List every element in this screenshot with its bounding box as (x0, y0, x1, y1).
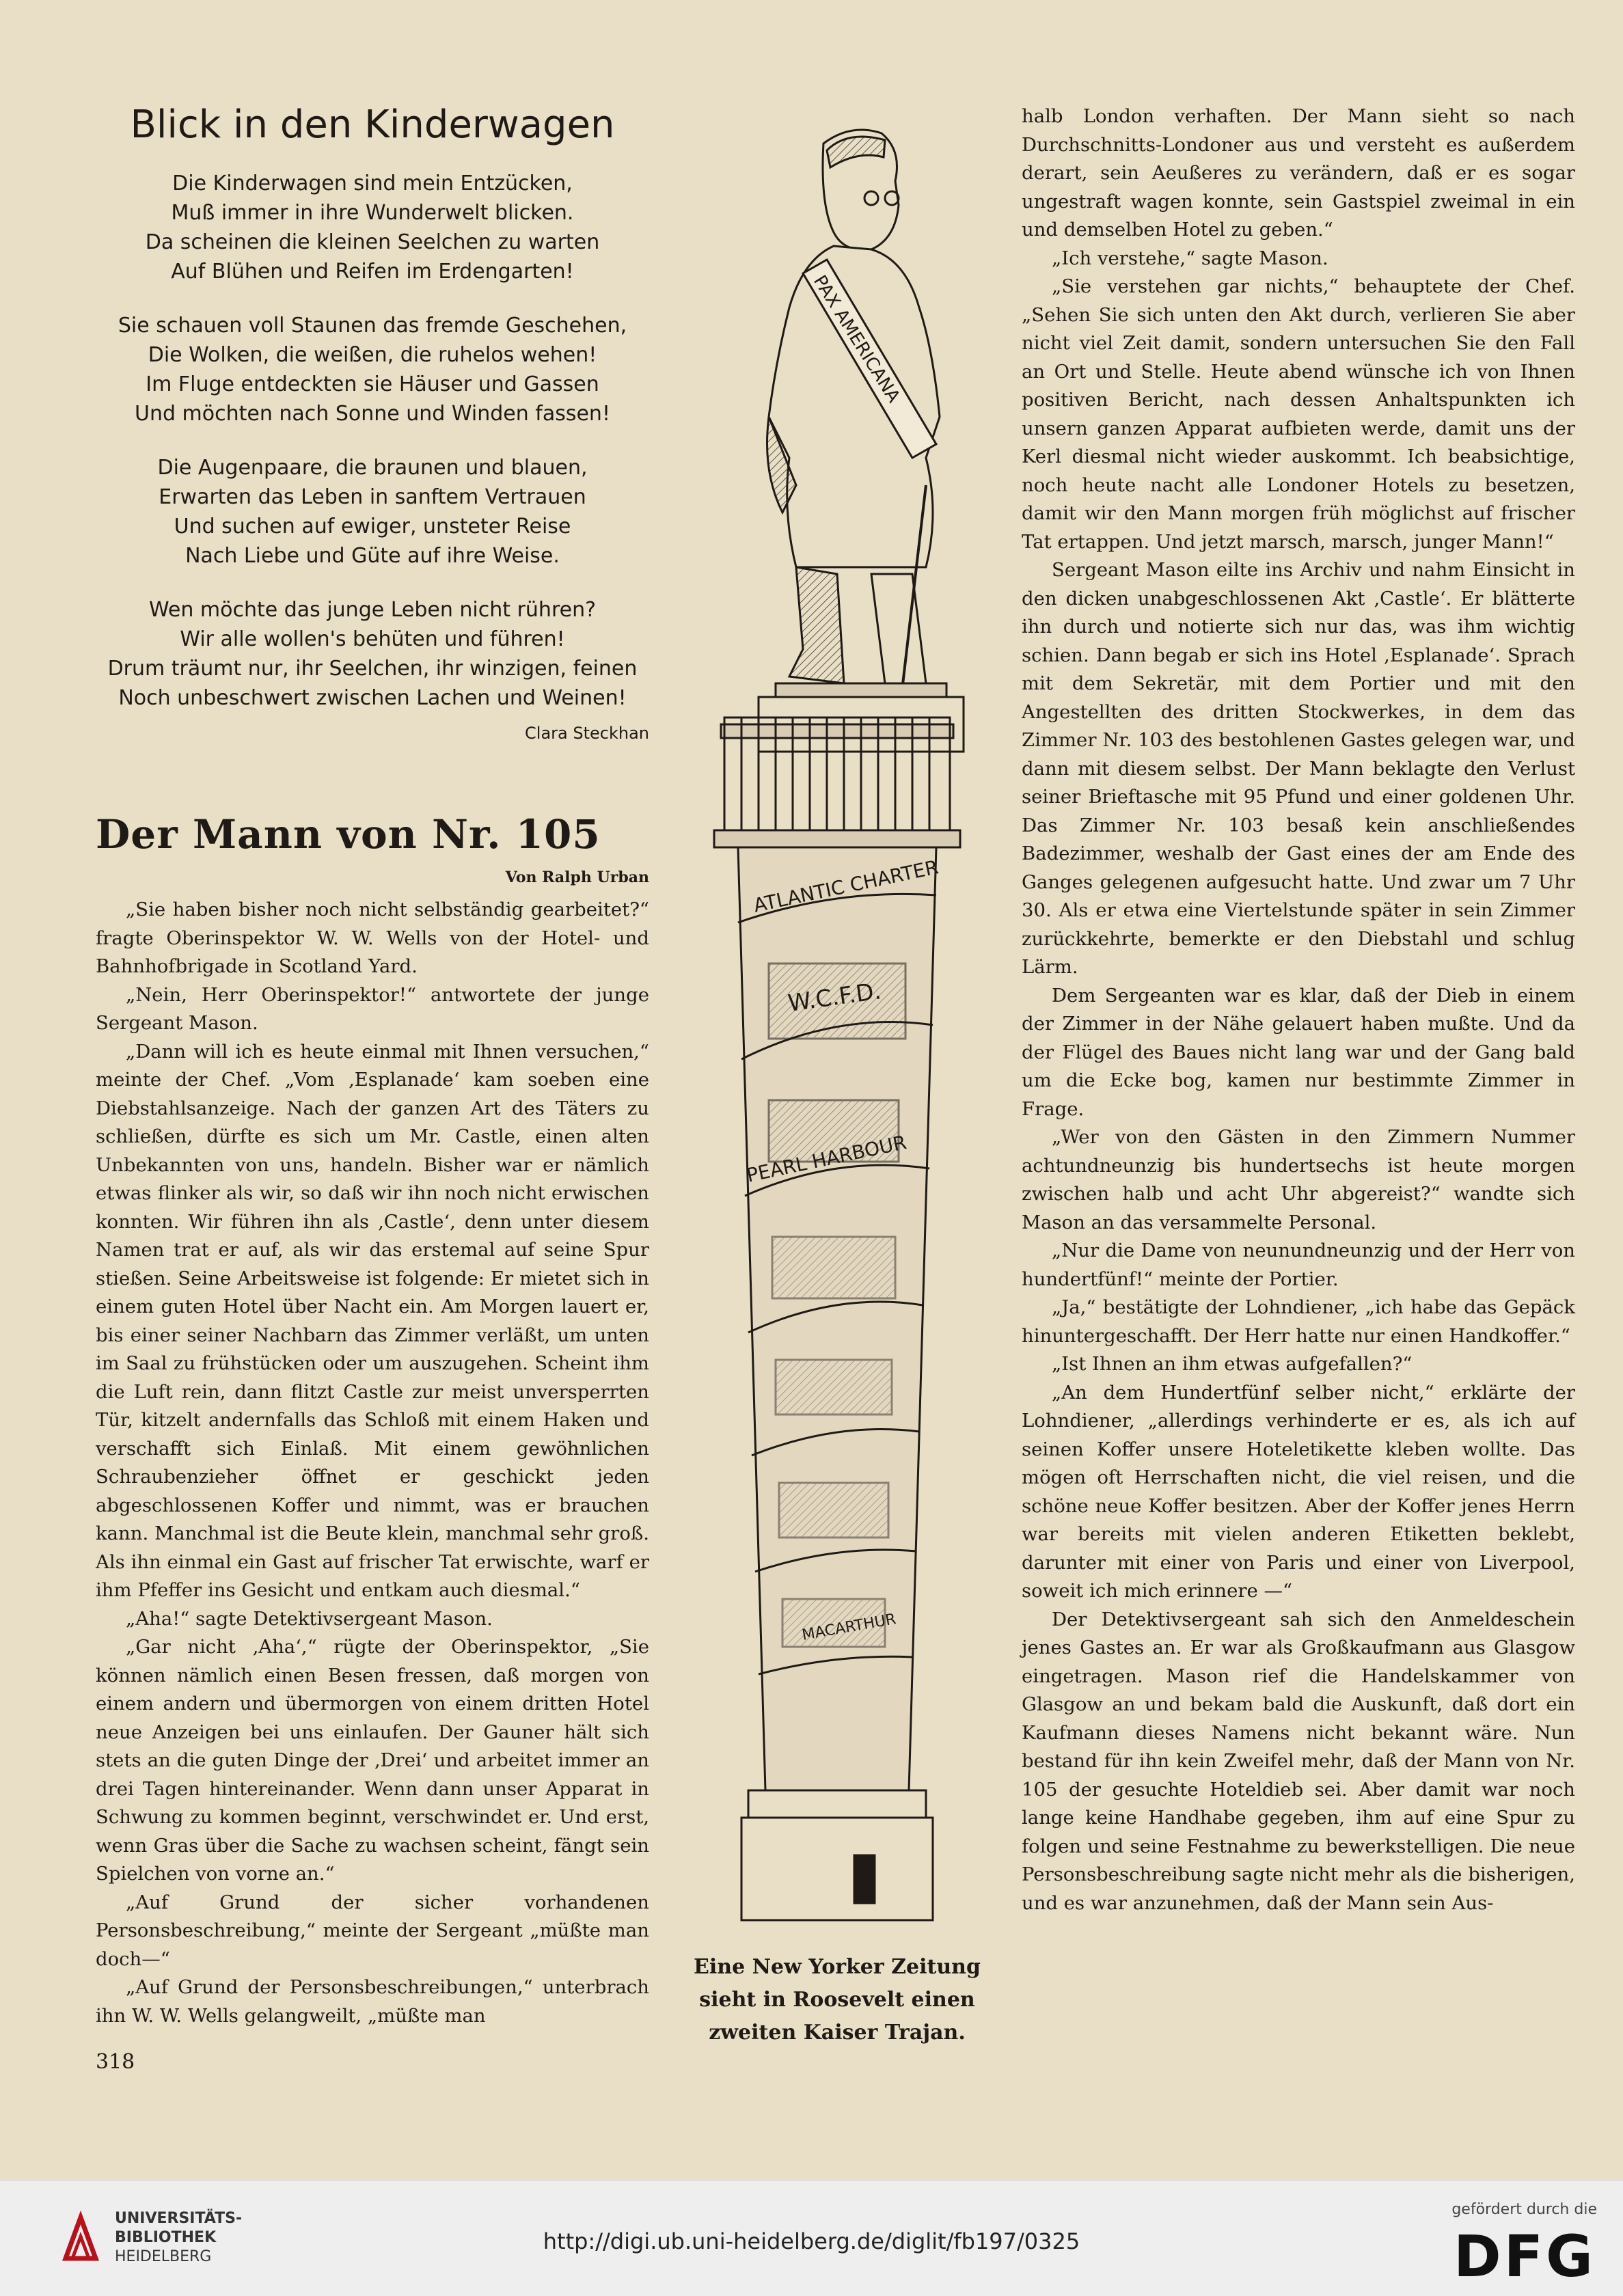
funding-label: gefördert durch die (1451, 2201, 1597, 2218)
story-paragraph: halb London verhaften. Der Mann sieht so nach Durchschnitts-Londoner aus und versteht es außerdem derart, sein Aeußeres zu verändern, daß er es sogar ungestraft wagen konnte, sein Gastspiel zweimal in ein und demselben Hotel zu geben.“ (1022, 105, 1575, 241)
illustration-caption (666, 1951, 1008, 2049)
poem-line: Und suchen auf ewiger, unsteter Reise (174, 515, 571, 538)
right-column (1022, 102, 1575, 1917)
story-paragraph: Sergeant Mason eilte ins Archiv und nahm Einsicht in den dicken unabgeschlossenen Akt ‚Castle‘. Er blätterte ihn durch und notierte sich nur das, was ihm wichtig schien. Dann begab er sich ins Hotel ‚Esplanade‘. Sprach mit dem Sekretär, mit dem Portier und mit den Angestellten des dritten Stockwerkes, in dem das Zimmer Nr. 103 des bestohlenen Gastes gelegen war, und dann mit diesem selbst. Der Mann beklagte den Verlust seiner Brieftasche mit 95 Pfund und einer goldenen Uhr. Das Zimmer Nr. 103 besaß kein anschließendes Badezimmer, weshalb der Gast eines der am Ende des Ganges gelegenen aufgesucht hatte. Und zwar um 7 Uhr 30. Als er etwa eine Viertelstunde später in sein Zimmer zurückkehrte, bemerkte er den Diebstahl und schlug Lärm. (1022, 559, 1575, 978)
band-label: ATLANTIC CHARTER (751, 856, 941, 917)
poem-line: Nach Liebe und Güte auf ihre Weise. (185, 544, 560, 568)
poem-line: Wir alle wollen's behüten und führen! (180, 627, 565, 651)
story-byline: Von Ralph Urban (505, 869, 649, 886)
poem-stanza (96, 453, 649, 571)
poem-title: Blick in den Kinderwagen (130, 102, 615, 147)
left-column (96, 102, 649, 2030)
caption-line: Eine New Yorker Zeitung (694, 1955, 981, 1979)
poem-line: Noch unbeschwert zwischen Lachen und Weinen! (118, 686, 627, 710)
pedestal (721, 697, 964, 752)
story-title: Der Mann von Nr. 105 (96, 811, 601, 858)
sash-text: PAX AMERICANA (809, 271, 904, 407)
column-base (741, 1790, 933, 1920)
illustration-column (666, 102, 1008, 1943)
story-paragraph: Dem Sergeanten war es klar, daß der Dieb in einem der Zimmer in der Nähe gelauert haben mußte. Und da der Flügel des Baues nicht lang war und der Gang bald um die Ecke bog, kamen nur bestimmte Zimmer in Frage. (1022, 984, 1575, 1120)
story-paragraph: „Wer von den Gästen in den Zimmern Nummer achtundneunzig bis hundertsechs ist heute morgen zwischen halb und acht Uhr abgereist?“ wandte sich Mason an das versammelte Personal. (1022, 1126, 1575, 1233)
poem-stanza (96, 169, 649, 286)
poem-line: Da scheinen die kleinen Seelchen zu warten (145, 230, 600, 254)
story-paragraph: „Sie haben bisher noch nicht selbständig gearbeitet?“ fragte Oberinspektor W. W. Wells von der Hotel- und Bahnhofbrigade in Scotland Yard. (96, 899, 649, 977)
poem-line: Im Fluge entdeckten sie Häuser und Gassen (146, 372, 599, 396)
poem-line: Drum träumt nur, ihr Seelchen, ihr winzigen, feinen (107, 657, 638, 681)
poem-line: Erwarten das Leben in sanftem Vertrauen (159, 485, 586, 509)
poem-line: Muß immer in ihre Wunderwelt blicken. (171, 201, 574, 225)
story-paragraph: „Ist Ihnen an ihm etwas aufgefallen?“ (1052, 1353, 1413, 1375)
poem-line: Wen möchte das junge Leben nicht rühren? (148, 598, 597, 622)
poem-line: Die Wolken, die weißen, die ruhelos wehen! (148, 343, 597, 367)
poem-line: Die Augenpaare, die braunen und blauen, (157, 456, 588, 480)
story-paragraph: „Ja,“ bestätigte der Lohndiener, „ich habe das Gepäck hinuntergeschafft. Der Herr hatte nur einen Handkoffer.“ (1022, 1296, 1575, 1347)
story-paragraph: „Gar nicht ‚Aha‘,“ rügte der Oberinspektor, „Sie können nämlich einen Besen fressen, daß morgen von einem andern und übermorgen von einem dritten Hotel neue Anzeigen bei uns einlaufen. Der Gauner hält sich stets an die guten Dinge der ‚Drei‘ und arbeitet immer an drei Tagen hintereinander. Wenn dann unser Apparat in Schwung zu kommen beginnt, verschwindet er. Und erst, wenn Gras über die Sache zu wachsen scheint, fängt sein Spielchen von vorne an.“ (96, 1636, 649, 1885)
story-paragraph: „Auf Grund der sicher vorhandenen Personsbeschreibung,“ meinte der Sergeant „müßte man doch—“ (96, 1891, 649, 1970)
poem-line: Die Kinderwagen sind mein Entzücken, (172, 172, 573, 195)
poem-stanza (96, 311, 649, 428)
band-label: MACARTHUR (800, 1611, 898, 1644)
poem-line: Und möchten nach Sonne und Winden fassen! (135, 402, 610, 426)
story-paragraph: „Ich verstehe,“ sagte Mason. (1052, 247, 1328, 269)
institution-line: UNIVERSITÄTS- (115, 2210, 243, 2227)
story-paragraph: „Aha!“ sagte Detektivsergeant Mason. (126, 1607, 493, 1630)
poem-line: Auf Blühen und Reifen im Erdengarten! (171, 260, 574, 284)
story-paragraph: „Dann will ich es heute einmal mit Ihnen versuchen,“ meinte der Chef. „Vom ‚Esplanade‘ kam soeben eine Diebstahlsanzeige. Nach der ganzen Art des Täters zu schließen, dürfte es sich um Mr. Castle, einen alten Unbekannten von uns, handeln. Bisher war er nämlich etwas flinker als wir, so daß wir ihn noch nicht erwischen konnten. Wir führen ihn als ‚Castle‘, denn unter diesem Namen trat er auf, als wir das erstemal auf seine Spur stießen. Seine Arbeitsweise ist folgende: Er mietet sich in einem guten Hotel über Nacht ein. Am Morgen lauert er, bis einer seiner Nachbarn das Zimmer verläßt, um unten im Saal zu frühstücken oder um auszugehen. Scheint ihm die Luft rein, dann flitzt Castle zur meist unversperrten Tür, kitzelt andernfalls das Schloß mit einem Haken und verschafft sich Einlaß. Mit einem gewöhnlichen Schraubenzieher öffnet er geschickt jeden abgeschlossenen Koffer und nimmt, was er brauchen kann. Manchmal ist die Beute klein, manchmal sehr groß. Als ihn einmal ein Gast auf frischer Tat erwischte, warf er ihm Pfeffer ins Gesicht und entkam auch diesmal.“ (96, 1040, 649, 1601)
page-number: 318 (96, 2050, 135, 2074)
story-paragraph: „Nur die Dame von neunundneunzig und der Herr von hundertfünf!“ meinte der Portier. (1022, 1240, 1575, 1290)
institution-line: HEIDELBERG (115, 2248, 212, 2265)
band-label: PEARL HARBOUR (744, 1131, 909, 1187)
story-paragraph: „Auf Grund der Personsbeschreibungen,“ unterbrach ihn W. W. Wells gelangweilt, „müßte man (96, 1976, 649, 2027)
poem-stanza (96, 595, 649, 713)
caption-line: zweiten Kaiser Trajan. (709, 2021, 966, 2045)
band-label: W.C.F.D. (786, 977, 883, 1017)
story-paragraph: Der Detektivsergeant sah sich den Anmeldeschein jenes Gastes an. Er war als Großkaufmann aus Glasgow eingetragen. Mason rief die Handelskammer von Glasgow an und bekam bald die Auskunft, daß dort ein Kaufmann dieses Namens nicht bekannt wäre. Nun bestand für ihn kein Zweifel mehr, daß der Mann von Nr. 105 der gesuchte Hoteldieb sei. Aber damit war noch lange keine Handhabe gegeben, ihm auf eine Spur zu folgen und seine Festnahme zu bewerkstelligen. Die neue Personsbeschreibung sagte nicht mehr als die bisherigen, und es war anzunehmen, daß der Mann sein Aus- (1022, 1608, 1575, 1914)
roosevelt-figure (767, 130, 947, 697)
story-paragraph: „Nein, Herr Oberinspektor!“ antwortete der junge Sergeant Mason. (96, 983, 649, 1034)
poem-line: Sie schauen voll Staunen das fremde Geschehen, (118, 314, 627, 338)
digitization-footer (0, 2180, 1623, 2296)
trajan-column-cartoon (666, 102, 1008, 1941)
caption-line: sieht in Roosevelt einen (699, 1988, 975, 2012)
permalink-url[interactable]: http://digi.ub.uni-heidelberg.de/diglit/fb197/0325 (543, 2228, 1080, 2254)
story-paragraph: „An dem Hundertfünf selber nicht,“ erklärte der Lohndiener, „allerdings verhinderte er es, als ich auf seinen Koffer unsere Hoteletikette kleben wollte. Das mögen oft Herrschaften nicht, die viel reisen, und die schöne neue Koffer besitzen. Aber der Koffer jenes Herrn war bereits mit vielen anderen Etiketten beklebt, darunter mit einer von Paris und einer von Liverpool, soweit ich mich erinnere —“ (1022, 1381, 1575, 1602)
poem-author: Clara Steckhan (525, 724, 649, 743)
story-paragraph: „Sie verstehen gar nichts,“ behauptete der Chef. „Sehen Sie sich unten den Akt durch, verlieren Sie aber nicht viel Zeit damit, sondern untersuchen Sie den Fall an Ort und Stelle. Heute abend wünsche ich von Ihnen positiven Bericht, nach dessen Anhaltspunkten ich unsern ganzen Apparat aufbieten werde, damit uns der Kerl diesmal nicht wieder auskommt. Ich beabsichtige, noch heute nacht alle Londoner Hotels zu besetzen, damit wir den Mann morgen früh möglichst auf frischer Tat ertappen. Und jetzt marsch, marsch, junger Mann!“ (1022, 275, 1575, 553)
dfg-logo: DFG (1453, 2223, 1596, 2290)
institution-line: BIBLIOTHEK (115, 2229, 217, 2246)
